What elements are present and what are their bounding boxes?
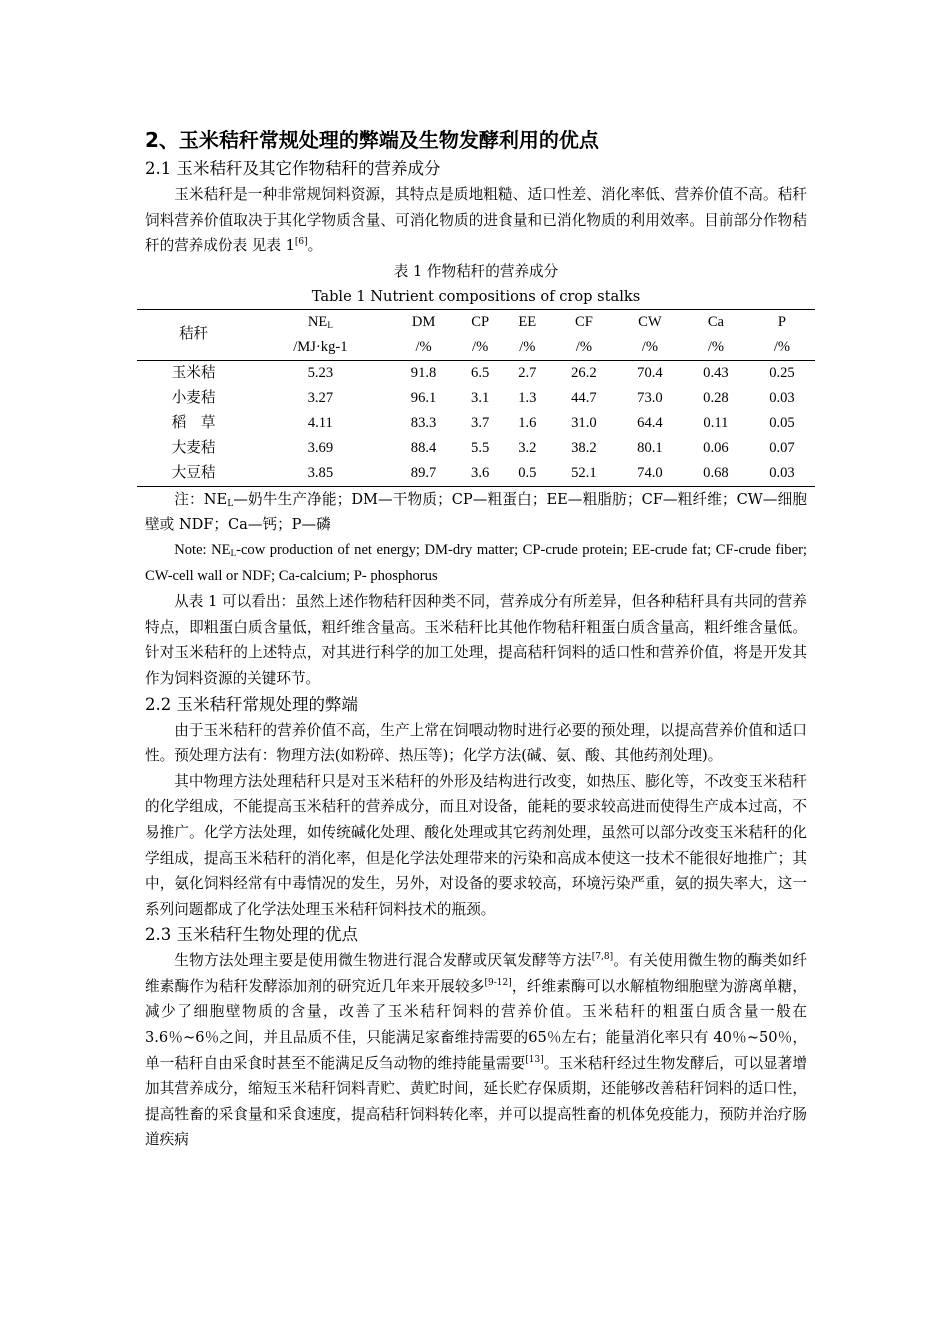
citation: [13]: [525, 1054, 544, 1065]
table-cell: 80.1: [637, 439, 663, 456]
column-unit: /%: [457, 335, 504, 361]
citation: [6]: [294, 237, 308, 248]
table-row: [137, 386, 815, 411]
column-unit: /%: [749, 335, 815, 361]
table-cell: 74.0: [617, 461, 683, 487]
table-cell: 0.11: [703, 414, 729, 431]
column-header: CW: [617, 309, 683, 335]
table-caption-cn: 表 1 作物秸秆的营养成分: [393, 262, 559, 280]
table-cell: 0.05: [769, 414, 795, 431]
citation: [9-12]: [484, 977, 512, 988]
table-cell: 70.4: [637, 364, 663, 381]
column-header: P: [749, 309, 815, 335]
table-cell: 83.3: [410, 414, 437, 431]
table-cell: 5.5: [471, 439, 490, 456]
table-row: [137, 360, 815, 386]
table-cell: 0.03: [769, 389, 795, 406]
table-cell: 26.2: [571, 364, 597, 381]
paragraph-2-2-a: 由于玉米秸秆的营养价值不高，生产上常在饲喂动物时进行必要的预处理，以提高营养价值和适口性。预处理方法有：物理方法(如粉碎、热压等)；化学方法(碱、氨、酸、其他药剂处理)。: [145, 721, 807, 765]
table-cell: 44.7: [571, 389, 597, 406]
table-cell: 3.85: [250, 461, 390, 487]
table-cell: 89.7: [391, 461, 457, 487]
table-cell: 0.28: [703, 389, 729, 406]
table-row: [137, 411, 815, 436]
table-row-label: 大麦秸: [171, 439, 216, 456]
table-cell: 88.4: [410, 439, 437, 456]
table-row-label: 玉米秸: [171, 364, 216, 381]
subsection-2-3-title: 2.3 玉米秸秆生物处理的优点: [145, 925, 358, 945]
table-cell: 38.2: [571, 439, 597, 456]
table-cell: 73.0: [637, 389, 663, 406]
table-row-label: 小麦秸: [171, 389, 216, 406]
table-cell: 0.43: [703, 364, 729, 381]
table-note-en: Note: $NE_L$-cow production of net energy; DM-dry matter; CP-crude protein; EE-crude fat; CF-crude fiber; CW-cell wall or NDF; Ca-calcium; P- phosphorus: [145, 541, 807, 584]
table-cell: 2.7: [518, 364, 537, 381]
column-header: Ca: [683, 309, 749, 335]
table-row: [137, 461, 815, 487]
table-cell: 91.8: [410, 364, 437, 381]
table-cell: 64.4: [637, 414, 663, 431]
column-header: CP: [457, 309, 504, 335]
nutrient-table: [137, 309, 815, 487]
table-cell: 52.1: [551, 461, 617, 487]
paragraph-2-3: 生物方法处理主要是使用微生物进行混合发酵或厌氧发酵等方法[7,8]。有关使用微生物的酶类如纤维素酶作为秸秆发酵添加剂的研究近几年来开展较多[9-12]，纤维素酶可以水解植物细胞壁为游离单糖，减少了细胞壁物质的含量，改善了玉米秸秆饲料的营养价值。玉米秸秆的粗蛋白质含量一般在 3.6％~6％之间，并且品质不佳，只能满足家畜维持需要的65％左右；能量消化率只有 40％~50％，单一秸秆自由采食时甚至不能满足反刍动物的维持能量需要[13]。玉米秸秆经过生物发酵后，可以显著增加其营养成分，缩短玉米秸秆饲料青贮、黄贮时间，延长贮存保质期，还能够改善秸秆饲料的适口性，提高牲畜的采食量和采食速度，提高秸秆饲料转化率，并可以提高牲畜的机体免疫能力，预防并治疗肠道疾病: [145, 952, 807, 1149]
table-cell: 3.7: [471, 414, 490, 431]
row-header-cell: 秸秆: [137, 309, 250, 360]
table-cell: 5.23: [307, 364, 334, 381]
table-caption-en: Table 1 Nutrient compositions of crop stalks: [311, 287, 641, 305]
column-unit: /%: [551, 335, 617, 361]
table-row-label: 稻 草: [171, 414, 216, 431]
column-unit: /%: [617, 335, 683, 361]
table-cell: 96.1: [410, 389, 437, 406]
table-cell: 3.1: [471, 389, 490, 406]
table-cell: 0.25: [769, 364, 795, 381]
table-cell: 3.2: [518, 439, 537, 456]
paragraph-2-2-b: 其中物理方法处理秸秆只是对玉米秸秆的外形及结构进行改变，如热压、膨化等，不改变玉米秸秆的化学组成，不能提高玉米秸秆的营养成分，而且对设备，能耗的要求较高进而使得生产成本过高，不易推广。化学方法处理，如传统碱化处理、酸化处理或其它药剂处理，虽然可以部分改变玉米秸秆的化学组成，提高玉米秸秆的消化率，但是化学法处理带来的污染和高成本使这一技术不能很好地推广；其中，氨化饲料经常有中毒情况的发生，另外，对设备的要求较高，环境污染严重，氨的损失率大，这一系列问题都成了化学法处理玉米秸秆饲料技术的瓶颈。: [145, 772, 807, 918]
table-note-cn: 注：$NE_L—$奶牛生产净能；DM—干物质；CP—粗蛋白；EE—粗脂肪；CF—粗纤维；CW—细胞壁或 NDF；Ca—钙；P—磷: [145, 490, 807, 534]
column-header: $NE_L$: [250, 309, 390, 335]
table-cell: 6.5: [471, 364, 490, 381]
table-cell: 3.6: [457, 461, 504, 487]
citation: [7,8]: [591, 952, 614, 963]
table-cell: 0.5: [504, 461, 551, 487]
table-cell: 31.0: [571, 414, 597, 431]
page-body: [145, 124, 807, 1153]
subsection-2-2-title: 2.2 玉米秸秆常规处理的弊端: [145, 694, 358, 714]
table-cell: 0.06: [703, 439, 729, 456]
table-cell: 0.07: [769, 439, 795, 456]
subsection-2-1-title: 2.1 玉米秸秆及其它作物秸秆的营养成分: [145, 159, 441, 178]
table-cell: 4.11: [307, 414, 333, 431]
paragraph-2-1: 玉米秸秆是一种非常规饲料资源，其特点是质地粗糙、适口性差、消化率低、营养价值不高。秸秆饲料营养价值取决于其化学物质含量、可消化物质的进食量和已消化物质的利用效率。目前部分作物秸秆的营养成份表 见表 1[6]。: [145, 186, 807, 255]
column-header: EE: [504, 309, 551, 335]
table-cell: 3.27: [307, 389, 334, 406]
paragraph-table-analysis: 从表 1 可以看出：虽然上述作物秸秆因种类不同，营养成分有所差异，但各种秸秆具有共同的营养特点，即粗蛋白质含量低，粗纤维含量高。玉米秸秆比其他作物秸秆粗蛋白质含量高，粗纤维含量低。针对玉米秸秆的上述特点，对其进行科学的加工处理，提高秸秆饲料的适口性和营养价值，将是开发其作为饲料资源的关键环节。: [145, 593, 807, 687]
section-title: 2、玉米秸秆常规处理的弊端及生物发酵利用的优点: [145, 128, 599, 152]
table-cell: 0.68: [683, 461, 749, 487]
table-cell: 0.03: [749, 461, 815, 487]
table-row: [137, 436, 815, 461]
table-cell: 1.3: [518, 389, 537, 406]
column-header: DM: [391, 309, 457, 335]
column-unit: /%: [391, 335, 457, 361]
table-cell: 1.6: [518, 414, 537, 431]
column-unit: /MJ·kg-1: [250, 335, 390, 361]
column-header: CF: [551, 309, 617, 335]
column-unit: /%: [504, 335, 551, 361]
table-cell: 3.69: [307, 439, 334, 456]
table-row-label: 大豆秸: [137, 461, 250, 487]
column-unit: /%: [683, 335, 749, 361]
